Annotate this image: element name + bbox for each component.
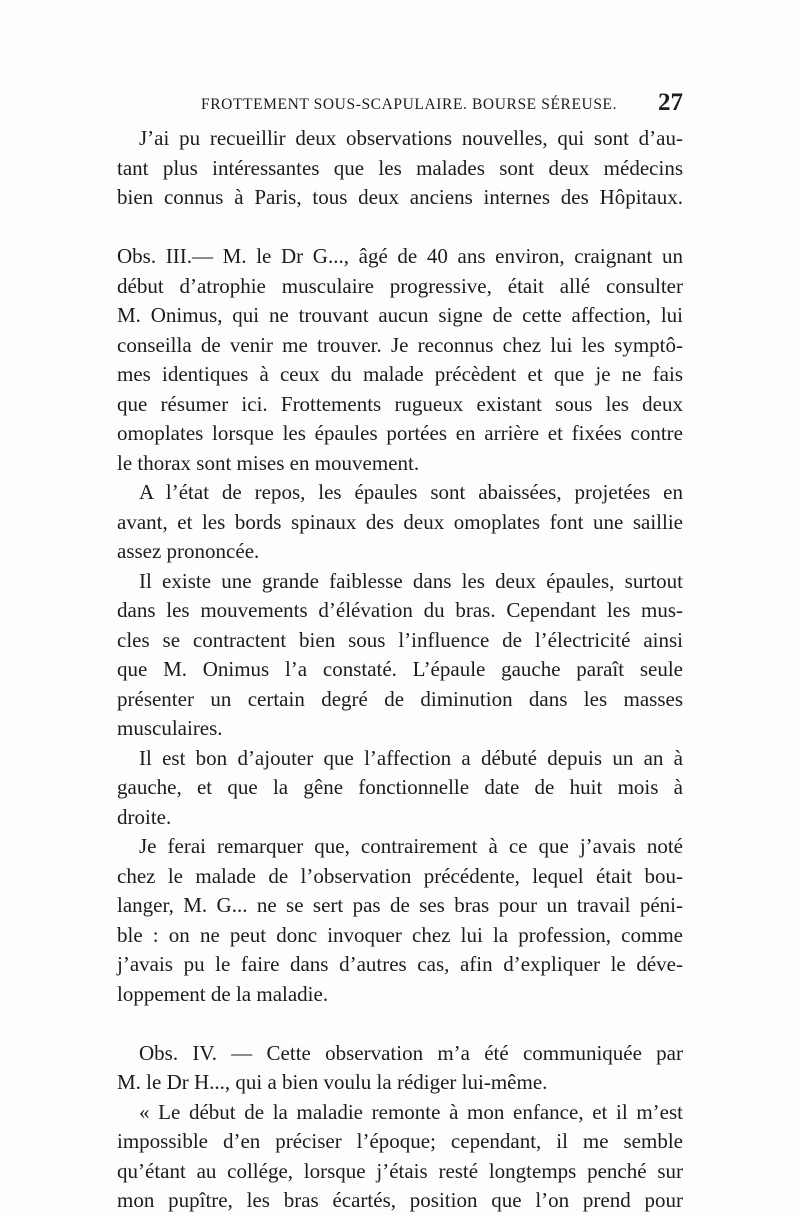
text-line: Obs. IV. — Cette observation m’a été communiquée par [139, 1040, 683, 1065]
text-line: impossible d’en préciser l’époque; cependant, il me semble [117, 1129, 683, 1153]
text-line: mes identiques à ceux du malade précèdent et que je ne fais [117, 362, 683, 386]
text-line: bien connus à Paris, tous deux anciens internes des Hôpitaux. [117, 185, 683, 209]
text-line: J’ai pu recueillir deux observations nouvelles, qui sont d’au- [139, 126, 683, 150]
text-line: conseilla de venir me trouver. Je reconnus chez lui les symptô- [117, 332, 683, 357]
text-line: tant plus intéressantes que les malades sont deux médecins [117, 155, 683, 180]
text-line: Obs. III.— M. le Dr G..., âgé de 40 ans environ, craignant un [117, 244, 683, 268]
text-line: j’avais pu le faire dans d’autres cas, afin d’expliquer le déve- [117, 952, 683, 976]
text-line: que M. Onimus l’a constaté. L’épaule gauche paraît seule [117, 657, 683, 681]
text-line: M. Onimus, qui ne trouvant aucun signe de cette affection, lui [117, 303, 683, 327]
text-line: ble : on ne peut donc invoquer chez lui la profession, comme [117, 922, 683, 947]
text-line: Il existe une grande faiblesse dans les deux épaules, surtout [139, 568, 683, 593]
text-line: que résumer ici. Frottements rugueux existant sous les deux [117, 391, 683, 416]
text-line: omoplates lorsque les épaules portées en arrière et fixées contre [117, 421, 683, 445]
running-head [117, 89, 683, 119]
text-line: musculaires. [117, 716, 223, 740]
text-line: dans les mouvements d’élévation du bras. Cependant les mus- [117, 598, 683, 622]
text-line: M. le Dr H..., qui a bien voulu la rédiger lui-même. [117, 1070, 548, 1094]
paragraph-gap [117, 213, 683, 243]
text-line: langer, M. G... ne se sert pas de ses bras pour un travail péni- [117, 893, 683, 917]
text-line: le thorax sont mises en mouvement. [117, 450, 420, 475]
text-line: chez le malade de l’observation précédente, lequel était bou- [117, 863, 683, 888]
text-line: début d’atrophie musculaire progressive, était allé consulter [117, 273, 683, 298]
text-line: Il est bon d’ajouter que l’affection a débuté depuis un an à [139, 745, 683, 770]
paragraph-gap [117, 1009, 683, 1039]
text-line: cles se contractent bien sous l’influence de l’électricité ainsi [117, 627, 683, 652]
text-line: présenter un certain degré de diminution dans les masses [117, 686, 683, 711]
header-title: FROTTEMENT SOUS-SCAPULAIRE. BOURSE SÉREUSE. [201, 96, 618, 113]
text-line: « Le début de la maladie remonte à mon enfance, et il m’est [139, 1099, 683, 1124]
text-line: gauche, et que la gêne fonctionnelle date de huit mois à [117, 775, 683, 799]
text-line: assez prononcée. [117, 539, 260, 563]
text-line: Je ferai remarquer que, contrairement à ce que j’avais noté [139, 834, 683, 858]
text-line: mon pupître, les bras écartés, position que l’on prend pour [117, 1188, 683, 1212]
text-line: loppement de la maladie. [117, 981, 329, 1006]
text-line: droite. [117, 804, 172, 829]
text-line: qu’étant au collége, lorsque j’étais resté longtemps penché sur [117, 1158, 683, 1183]
body-text [117, 124, 683, 1216]
text-line: A l’état de repos, les épaules sont abaissées, projetées en [139, 480, 683, 504]
text-line: avant, et les bords spinaux des deux omoplates font une saillie [117, 509, 683, 534]
page-number: 27 [658, 89, 683, 116]
